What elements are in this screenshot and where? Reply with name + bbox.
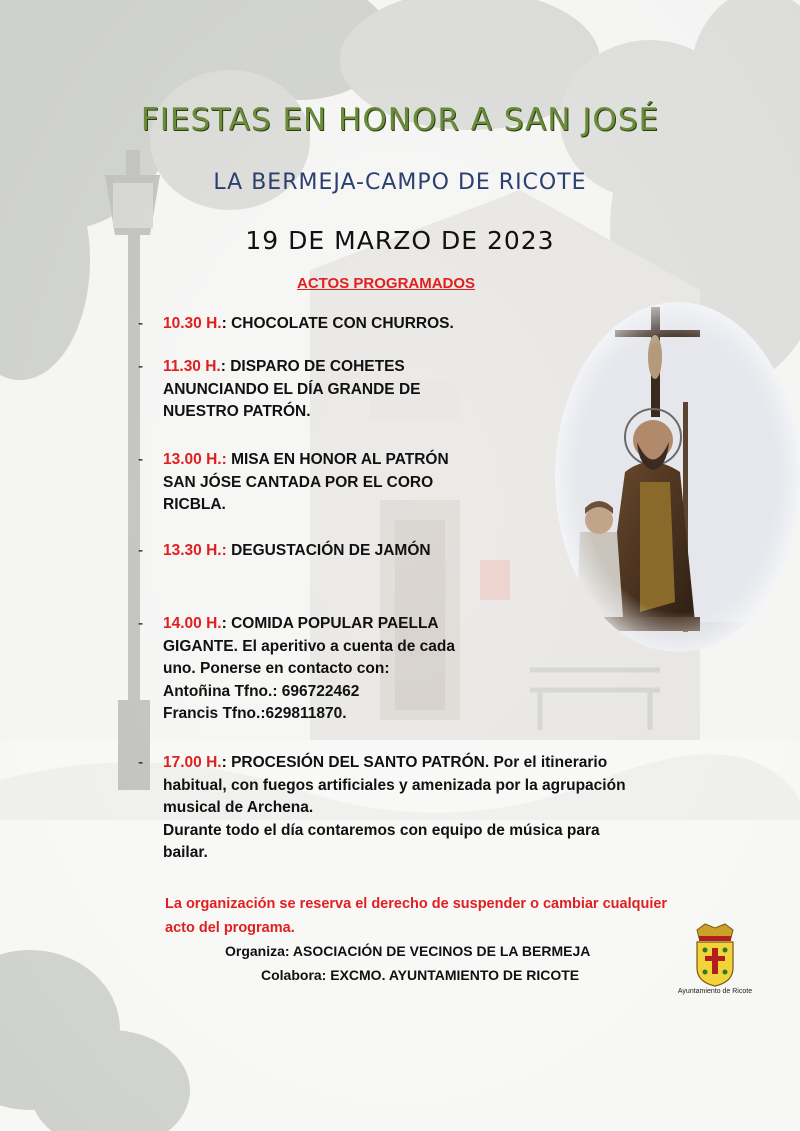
act-text: Durante todo el día contaremos con equipo de música para bbox=[163, 821, 600, 839]
act-text: : CHOCOLATE CON CHURROS. bbox=[221, 315, 454, 332]
act-text: SAN JÓSE CANTADA POR EL CORO bbox=[163, 473, 434, 491]
act-text: GIGANTE. El aperitivo a cuenta de cada bbox=[163, 637, 456, 655]
schedule-item bbox=[138, 752, 778, 865]
act-text: musical de Archena. bbox=[163, 799, 314, 816]
act-text: : DISPARO DE COHETES bbox=[220, 358, 405, 375]
schedule-item bbox=[138, 313, 454, 336]
list-bullet: - bbox=[138, 315, 144, 332]
act-text: bailar. bbox=[163, 844, 208, 861]
saint-statue-photo bbox=[555, 302, 800, 652]
crest-caption: Ayuntamiento de Ricote bbox=[677, 988, 753, 995]
disclaimer-line: acto del programa. bbox=[165, 920, 295, 936]
act-time: 13.00 H.: bbox=[163, 451, 227, 468]
schedule-item bbox=[138, 449, 449, 517]
schedule-item bbox=[138, 613, 455, 726]
act-text: : COMIDA POPULAR PAELLA bbox=[221, 615, 439, 632]
act-time: 17.00 H. bbox=[163, 754, 222, 771]
act-text: DEGUSTACIÓN DE JAMÓN bbox=[226, 542, 431, 559]
event-date: 19 DE MARZO DE 2023 bbox=[245, 226, 555, 255]
act-text: RICBLA. bbox=[163, 496, 226, 513]
act-time: 10.30 H. bbox=[163, 315, 222, 332]
act-text: Antoñina Tfno.: 696722462 bbox=[163, 682, 360, 700]
section-heading: ACTOS PROGRAMADOS bbox=[297, 275, 476, 292]
location-subtitle: LA BERMEJA-CAMPO DE RICOTE bbox=[213, 170, 587, 195]
act-time: 13.30 H.: bbox=[163, 542, 227, 559]
act-text: MISA EN HONOR AL PATRÓN bbox=[226, 451, 449, 468]
list-bullet: - bbox=[138, 542, 144, 559]
disclaimer-line: La organización se reserva el derecho de suspender o cambiar cualquier bbox=[165, 896, 668, 912]
organizer-credit: Organiza: ASOCIACIÓN DE VECINOS DE LA BERMEJA bbox=[225, 943, 591, 959]
collaborator-credit: Colabora: EXCMO. AYUNTAMIENTO DE RICOTE bbox=[261, 967, 580, 983]
act-text: habitual, con fuegos artificiales y amenizada por la agrupación bbox=[163, 776, 626, 794]
list-bullet: - bbox=[138, 358, 144, 375]
act-text: NUESTRO PATRÓN. bbox=[163, 403, 311, 420]
list-bullet: - bbox=[138, 615, 144, 632]
act-text: : PROCESIÓN DEL SANTO PATRÓN. Por el itinerario bbox=[221, 754, 608, 771]
list-bullet: - bbox=[138, 451, 144, 468]
list-bullet: - bbox=[138, 754, 144, 771]
schedule-item bbox=[138, 540, 431, 563]
act-text: ANUNCIANDO EL DÍA GRANDE DE bbox=[163, 380, 421, 398]
schedule-item bbox=[138, 356, 420, 424]
act-time: 14.00 H. bbox=[163, 615, 222, 632]
act-text: Francis Tfno.:629811870. bbox=[163, 705, 347, 722]
act-text: uno. Ponerse en contacto con: bbox=[163, 660, 390, 677]
page-title: FIESTAS EN HONOR A SAN JOSÉ bbox=[140, 102, 660, 138]
act-time: 11.30 H. bbox=[163, 358, 221, 375]
disclaimer bbox=[165, 892, 705, 940]
